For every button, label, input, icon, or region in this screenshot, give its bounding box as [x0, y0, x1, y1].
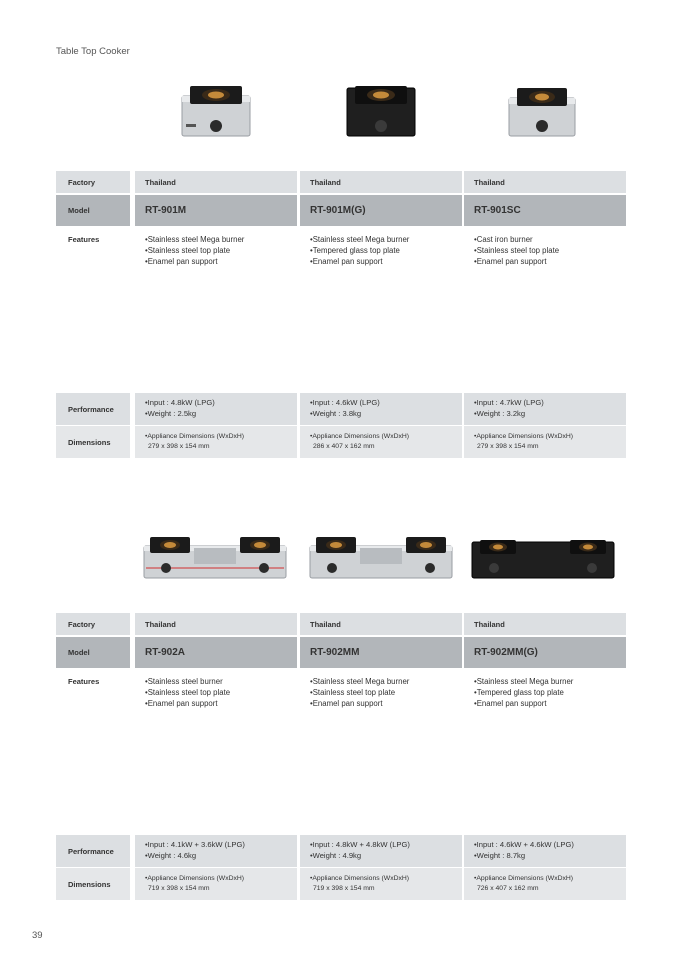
performance-item: •Weight : 2.5kg [145, 408, 197, 418]
performance-label: Performance [56, 393, 130, 425]
dimensions-row [56, 426, 626, 458]
feature-item: •Stainless steel Mega burner [474, 677, 574, 686]
dimensions-caption: •Appliance Dimensions (WxDxH) [145, 875, 245, 882]
performance-row [56, 835, 626, 867]
factory-value: Thailand [300, 171, 462, 193]
dimensions-value: 279 x 398 x 154 mm [477, 443, 539, 450]
feature-item: •Enamel pan support [474, 257, 547, 266]
feature-item: •Stainless steel Mega burner [145, 235, 245, 244]
model-name: RT-901M [135, 195, 297, 226]
features-label: Features [68, 677, 100, 686]
factory-value: Thailand [464, 613, 626, 635]
rt-902a-image [142, 534, 288, 580]
dimensions-values [464, 868, 626, 900]
features-row [56, 668, 626, 828]
features-list [464, 226, 626, 386]
model-row [56, 195, 626, 226]
features-list [300, 226, 462, 386]
dimensions-label: Dimensions [56, 868, 130, 900]
performance-item: •Weight : 3.2kg [474, 408, 526, 418]
rt-901sc-image [507, 84, 577, 140]
dimensions-values [464, 426, 626, 458]
features-list [300, 668, 462, 828]
dimensions-value: 719 x 398 x 154 mm [313, 885, 375, 892]
features-list [464, 668, 626, 828]
dimensions-caption: •Appliance Dimensions (WxDxH) [145, 433, 245, 440]
performance-item: •Input : 4.8kW + 4.8kW (LPG) [310, 840, 410, 849]
performance-values [464, 393, 626, 425]
factory-value: Thailand [135, 613, 297, 635]
factory-row [56, 613, 626, 635]
performance-item: •Weight : 4.6kg [145, 850, 197, 860]
feature-item: •Enamel pan support [310, 699, 383, 708]
dimensions-row [56, 868, 626, 900]
dimensions-values [300, 868, 462, 900]
performance-item: •Weight : 3.8kg [310, 408, 362, 418]
factory-label: Factory [56, 613, 130, 635]
dimensions-label: Dimensions [56, 426, 130, 458]
feature-item: •Stainless steel top plate [145, 246, 231, 255]
dimensions-caption: •Appliance Dimensions (WxDxH) [474, 875, 574, 882]
model-label: Model [56, 195, 130, 226]
model-row [56, 637, 626, 668]
feature-item: •Tempered glass top plate [474, 688, 564, 697]
dimensions-values [135, 868, 297, 900]
performance-item: •Input : 4.8kW (LPG) [145, 398, 215, 407]
feature-item: •Enamel pan support [145, 699, 218, 708]
model-name: RT-901SC [464, 195, 626, 226]
dimensions-value: 719 x 398 x 154 mm [148, 885, 210, 892]
features-label: Features [68, 235, 100, 244]
performance-values [135, 393, 297, 425]
performance-values [135, 835, 297, 867]
rt-901m-image [180, 82, 252, 140]
feature-item: •Stainless steel Mega burner [310, 677, 410, 686]
dimensions-value: 726 x 407 x 162 mm [477, 885, 539, 892]
factory-value: Thailand [464, 171, 626, 193]
rt-902mm-g-image [470, 536, 616, 580]
product-section-single-burner [56, 70, 626, 460]
feature-item: •Enamel pan support [310, 257, 383, 266]
feature-item: •Stainless steel burner [145, 677, 223, 686]
factory-value: Thailand [135, 171, 297, 193]
dimensions-values [300, 426, 462, 458]
dimensions-value: 286 x 407 x 162 mm [313, 443, 375, 450]
performance-item: •Input : 4.7kW (LPG) [474, 398, 544, 407]
feature-item: •Enamel pan support [145, 257, 218, 266]
dimensions-caption: •Appliance Dimensions (WxDxH) [474, 433, 574, 440]
factory-label: Factory [56, 171, 130, 193]
feature-item: •Stainless steel top plate [310, 688, 396, 697]
performance-values [464, 835, 626, 867]
performance-item: •Weight : 8.7kg [474, 850, 526, 860]
feature-item: •Tempered glass top plate [310, 246, 400, 255]
performance-values [300, 835, 462, 867]
performance-item: •Input : 4.1kW + 3.6kW (LPG) [145, 840, 245, 849]
features-list [135, 668, 297, 828]
model-name: RT-902MM(G) [464, 637, 626, 668]
performance-label: Performance [56, 835, 130, 867]
feature-item: •Enamel pan support [474, 699, 547, 708]
performance-item: •Weight : 4.9kg [310, 850, 362, 860]
factory-row [56, 171, 626, 193]
product-section-double-burner [56, 512, 626, 902]
rt-901m-g-image [345, 82, 417, 140]
performance-item: •Input : 4.6kW + 4.6kW (LPG) [474, 840, 574, 849]
performance-values [300, 393, 462, 425]
factory-value: Thailand [300, 613, 462, 635]
performance-row [56, 393, 626, 425]
feature-item: •Stainless steel top plate [145, 688, 231, 697]
feature-item: •Stainless steel Mega burner [310, 235, 410, 244]
model-name: RT-902A [135, 637, 297, 668]
model-name: RT-901M(G) [300, 195, 462, 226]
model-name: RT-902MM [300, 637, 462, 668]
feature-item: •Cast iron burner [474, 235, 533, 244]
page-title: Table Top Cooker [56, 46, 130, 57]
model-label: Model [56, 637, 130, 668]
dimensions-values [135, 426, 297, 458]
performance-item: •Input : 4.6kW (LPG) [310, 398, 380, 407]
features-row [56, 226, 626, 386]
dimensions-value: 279 x 398 x 154 mm [148, 443, 210, 450]
page-number: 39 [32, 930, 43, 941]
dimensions-caption: •Appliance Dimensions (WxDxH) [310, 433, 410, 440]
features-list [135, 226, 297, 386]
feature-item: •Stainless steel top plate [474, 246, 560, 255]
dimensions-caption: •Appliance Dimensions (WxDxH) [310, 875, 410, 882]
rt-902mm-image [308, 534, 454, 580]
